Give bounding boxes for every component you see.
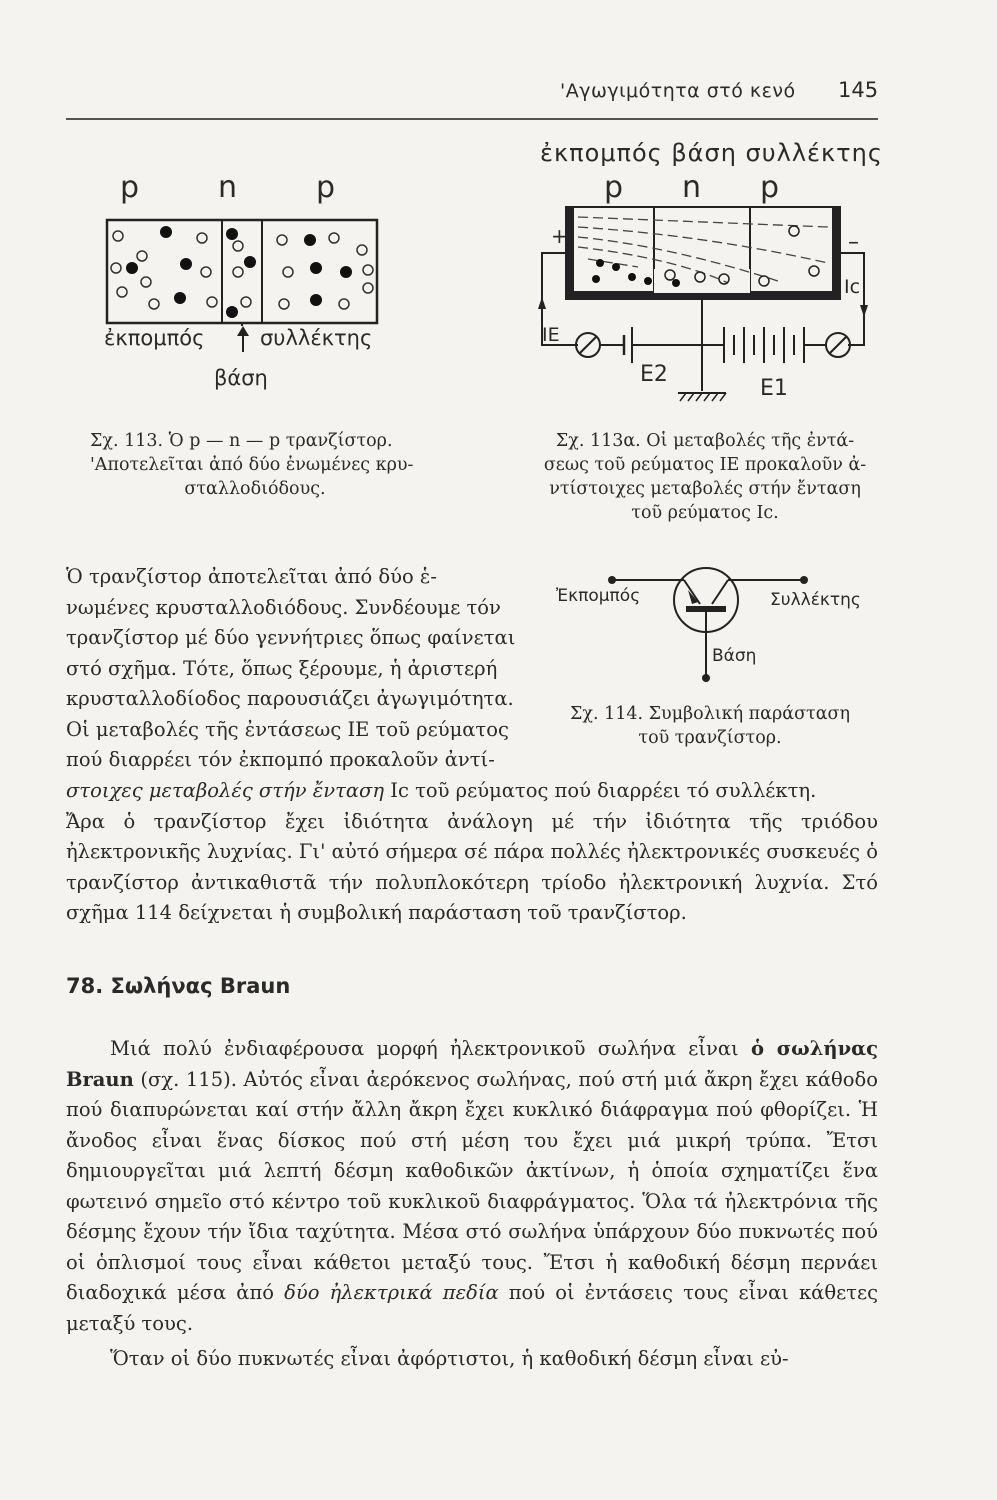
minus-sign: – bbox=[848, 230, 859, 255]
fig114-emitter: Ἐκπομπός bbox=[556, 586, 641, 606]
transistor-circuit-diagram bbox=[528, 205, 878, 415]
fig113-label-p1: p bbox=[120, 170, 140, 205]
p1-line: πού διαρρέει τόν ἐκπομπό προκαλοῦν ἀντί- bbox=[66, 748, 495, 771]
fig113a-caption-line1: Σχ. 113α. Οἱ μεταβολές τῆς ἐντά- bbox=[555, 431, 855, 451]
fig113-emitter-label: ἐκπομπός bbox=[104, 326, 205, 350]
p1-italic-phrase: στοιχες μεταβολές στήν ἔνταση bbox=[66, 779, 385, 802]
fig113-collector-label: συλλέκτης bbox=[260, 326, 373, 350]
paragraph-1-continued bbox=[66, 776, 878, 929]
ic-label: Ic bbox=[844, 276, 861, 298]
fig113a-caption-line4: τοῦ ρεύματος Ic. bbox=[631, 503, 779, 523]
header-rule bbox=[66, 118, 878, 120]
paragraph-2 bbox=[66, 1034, 878, 1339]
fig113a-caption-line2: σεως τοῦ ρεύματος IE προκαλοῦν ἀ- bbox=[543, 455, 867, 475]
p1-line: νωμένες κρυσταλλοδιόδους. Συνδέουμε τόν bbox=[66, 595, 501, 619]
p1-line: Ὁ τρανζίστορ ἀποτελεῖται ἀπό δύο ἑ- bbox=[66, 565, 437, 588]
p1-line: Οἱ μεταβολές τῆς ἐντάσεως IE τοῦ ρεύματος bbox=[66, 717, 509, 741]
ie-label: IE bbox=[542, 324, 560, 346]
fig114-collector: Συλλέκτης bbox=[770, 590, 861, 610]
fig113a-label-p1: p bbox=[604, 170, 624, 205]
fig114-caption bbox=[545, 702, 875, 750]
fig113a-caption-line3: ντίστοιχες μεταβολές στήν ἔνταση bbox=[549, 479, 861, 499]
p2-bold-phrase: ὁ σωλήνας Braun bbox=[66, 1037, 878, 1091]
plus-sign: + bbox=[551, 224, 568, 248]
figure-113 bbox=[100, 170, 390, 410]
page-number: 145 bbox=[838, 78, 879, 102]
section-heading: 78. Σωλήνας Braun bbox=[66, 974, 291, 998]
fig113a-title-row: ἐκπομπός βάση συλλέκτης bbox=[540, 139, 883, 167]
fig113-caption-line3: σταλλοδιόδους. bbox=[184, 479, 326, 499]
e1-label: E1 bbox=[760, 376, 788, 401]
p2-text-b: (σχ. 115). Αὐτός εἶναι ἀερόκενος σωλήνας, πού στή μιά ἄκρη ἔχει κάθοδο πού διαπυρώνεται καί στήν ἄλλη ἄκρη ἔχει κυκλικό διάφραγμα πού φθορίζει. Ἡ ἄνοδος εἶναι ἕνας δίσκος πού στή μέση του ἔχει μιά μικρή τρύπα. Ἔτσι δημιουργεῖται μιά λεπτή δέσμη καθοδικῶν ἀκτίνων, ἡ ὁποία σχηματίζει ἕνα φωτεινό σημεῖο στό κέντρο τοῦ κυκλικοῦ διαφράγματος. Ὅλα τά ἠλεκτρόνια τῆς δέσμης ἔχουν τήν ἴδια ταχύτητα. Μέσα στό σωλήνα ὑπάρχουν δύο πυκνωτές πού οἱ ὁπλισμοί τους εἶναι κάθετοι μεταξύ τους. Ἔτσι ἡ καθοδική δέσμη περνάει διαδοχικά μέσα ἀπό bbox=[66, 1067, 878, 1304]
fig113-caption-line2: 'Αποτελεῖται ἀπό δύο ἑνωμένες κρυ- bbox=[90, 455, 414, 475]
fig113a-label-n: n bbox=[682, 170, 702, 205]
fig114-caption-line2: τοῦ τρανζίστορ. bbox=[638, 728, 782, 748]
p2-text-a: Μιά πολύ ἐνδιαφέρουσα μορφή ἠλεκτρονικοῦ σωλήνα εἶναι bbox=[110, 1037, 751, 1060]
paragraph-1 bbox=[66, 562, 542, 776]
base-arrow-icon bbox=[235, 326, 251, 352]
p1-line: τρανζίστορ μέ δύο γεννήτριες ὅπως φαίνεται bbox=[66, 626, 516, 649]
p2-italic-phrase: δύο ἠλεκτρικά πεδία bbox=[284, 1281, 499, 1304]
fig113-caption-line1: Σχ. 113. Ὁ p — n — p τρανζίστορ. bbox=[90, 431, 393, 451]
p2-text-c: πού οἱ ἐντάσεις τους εἶναι κάθετες μεταξύ τους. bbox=[66, 1281, 878, 1335]
p1-tail: Ἄρα ὁ τρανζίστορ ἔχει ἰδιότητα ἀνάλογη μέ τήν ἰδιότητα τῆς τριόδου ἠλεκτρονικῆς λυχνίας. Γι' αὐτό σήμερα σέ πάρα πολλές ἠλεκτρονικές συσκευές ὁ τρανζίστορ ἀντικαθιστᾶ τήν πολυπλοκότερη τρίοδο ἠλεκτρονική λυχνία. Στό σχῆμα 114 δείχνεται ἡ συμβολική παράσταση τοῦ τρανζίστορ. bbox=[66, 809, 878, 924]
fig113-label-p2: p bbox=[316, 170, 336, 205]
pnp-crystal-diagram bbox=[104, 216, 384, 326]
fig113-base-label: βάση bbox=[214, 366, 268, 390]
p1-continuation-text: Ic τοῦ ρεύματος πού διαρρέει τό συλλέκτη. bbox=[384, 779, 817, 802]
running-title: 'Αγωγιμότητα στό κενό bbox=[560, 80, 796, 102]
fig114-caption-line1: Σχ. 114. Συμβολική παράσταση bbox=[570, 704, 850, 724]
fig113-caption bbox=[70, 429, 440, 501]
fig113-label-n: n bbox=[218, 170, 238, 205]
p1-line: στό σχῆμα. Τότε, ὅπως ξέρουμε, ἡ ἀριστερή bbox=[66, 656, 498, 680]
p1-line: κρυσταλλοδίοδος παρουσιάζει ἀγωγιμότητα. bbox=[66, 687, 514, 710]
p3-text: Ὅταν οἱ δύο πυκνωτές εἶναι ἀφόρτιστοι, ἡ καθοδική δέσμη εἶναι εὐ- bbox=[110, 1347, 789, 1370]
transistor-symbol bbox=[604, 560, 814, 700]
fig113a-label-p2: p bbox=[760, 170, 780, 205]
p1-continuation-line bbox=[66, 776, 878, 807]
e2-label: E2 bbox=[640, 362, 668, 387]
fig114-base: Βάση bbox=[712, 646, 757, 666]
fig113a-caption bbox=[530, 429, 880, 525]
paragraph-3 bbox=[66, 1344, 878, 1375]
